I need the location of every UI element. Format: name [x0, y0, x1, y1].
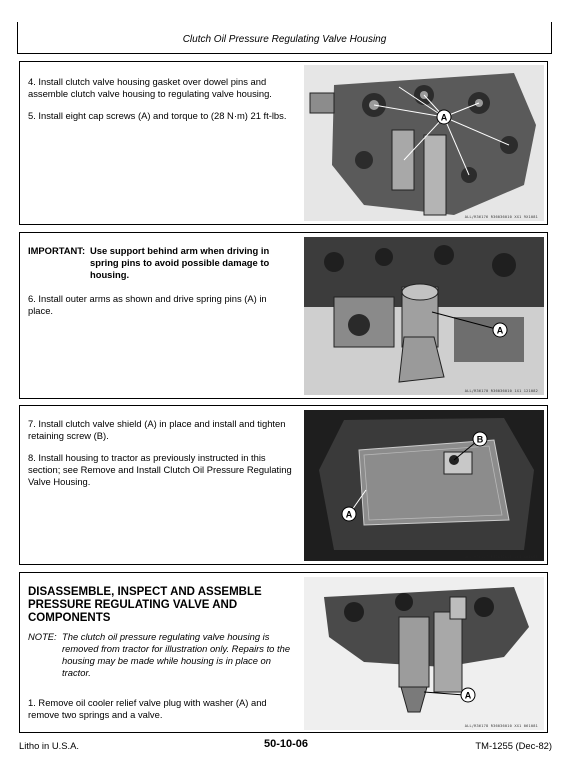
panel-4-text — [28, 697, 294, 731]
callout-a: A — [440, 112, 448, 123]
instruction-panel-3 — [19, 405, 548, 565]
instruction-panel-1 — [19, 61, 548, 225]
photo-3-illustration — [304, 410, 544, 561]
callout-a: A — [345, 509, 353, 520]
image-reference: ALL/R36177 R36036010 1X1 061081 — [464, 555, 538, 559]
photo-1-illustration — [304, 65, 544, 221]
page-number: 50-10-06 — [263, 738, 309, 750]
panel-3-text — [28, 418, 294, 498]
important-notice — [28, 245, 298, 281]
photo-4-illustration — [304, 577, 544, 730]
note-label: NOTE: — [28, 631, 57, 642]
callout-a: A — [464, 690, 472, 701]
callout-a: A — [496, 325, 504, 336]
image-reference: ALL/R36178 R36036010 XX1 061081 — [464, 724, 538, 728]
step-4: 4. Install clutch valve housing gasket over dowel pins and assemble clutch valve housing to regulating valve housing. — [28, 76, 272, 99]
callout-b: B — [476, 434, 484, 445]
step-1: 1. Remove oil cooler relief valve plug with washer (A) and remove two springs and a valve. — [28, 697, 267, 720]
important-label: IMPORTANT: — [28, 245, 86, 256]
image-reference: ALL/R36170 R36036010 1X1 121082 — [464, 389, 538, 393]
step-5: 5. Install eight cap screws (A) and torque to (28 N·m) 21 ft-lbs. — [28, 110, 287, 121]
step-7: 7. Install clutch valve shield (A) in place and install and tighten retaining screw (B). — [28, 418, 286, 441]
manual-id: TM-1255 (Dec-82) — [475, 740, 552, 751]
outer-arms-photo — [304, 237, 544, 395]
instruction-panel-4 — [19, 572, 548, 733]
step-6: 6. Install outer arms as shown and drive spring pins (A) in place. — [28, 293, 267, 316]
instruction-panel-2 — [19, 232, 548, 399]
image-reference: ALL/R36176 R36036010 XX1 9X1081 — [464, 215, 538, 219]
section-title: DISASSEMBLE, INSPECT AND ASSEMBLE PRESSURE REGULATING VALVE AND COMPONENTS — [28, 586, 262, 624]
step-8: 8. Install housing to tractor as previously instructed in this section; see Remove and Install Clutch Oil Pressure Regulating Valve Housing. — [28, 452, 292, 487]
footer-print-origin: Litho in U.S.A. — [19, 740, 79, 751]
note-block — [28, 631, 294, 679]
page-title: Clutch Oil Pressure Regulating Valve Housing — [182, 34, 387, 45]
important-text: Use support behind arm when driving in spring pins to avoid possible damage to housing. — [90, 245, 270, 280]
panel-1-text — [28, 76, 294, 132]
panel-2-text — [28, 293, 294, 327]
page-header — [17, 22, 552, 54]
valve-shield-photo — [304, 410, 544, 561]
valve-housing-photo-1 — [304, 65, 544, 221]
note-text: The clutch oil pressure regulating valve housing is removed from tractor for illustration only. Repairs to the housing may be made while housing is in place on tractor. — [62, 631, 291, 678]
relief-valve-photo — [304, 577, 544, 730]
photo-2-illustration — [304, 237, 544, 395]
